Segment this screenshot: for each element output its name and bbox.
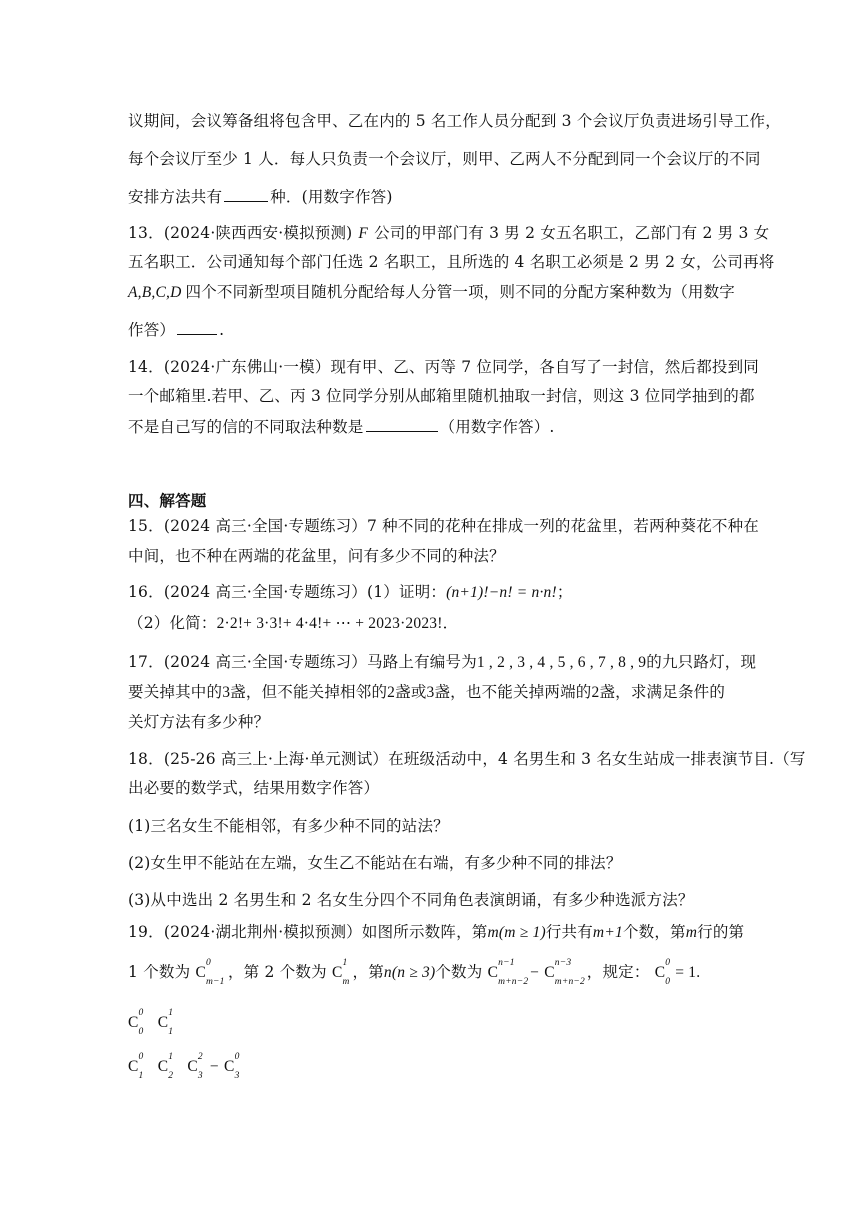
text: (2)女生甲不能站在左端，女生乙不能站在右端，有多少种不同的排法？ [128,854,622,872]
text: 1 个数为 [128,963,191,981]
text: 19．(2024·湖北荆州·模拟预测）如图所示数阵，第 [128,923,488,941]
combo-sup: 0 [138,1052,144,1062]
text: 16．(2024 高三·全国·专题练习）(1）证明： [128,583,447,601]
text: 五名职工．公司通知每个部门任选 2 名职工，且所选的 4 名职工必须是 2 男 2 女，公司再将 [128,253,775,271]
combo-base: C [544,964,555,981]
question-14 [128,357,759,377]
combo-sup: 1 [168,1052,174,1062]
text-line [128,546,736,566]
math-formula: = 1. [675,964,701,981]
text: 种．(用数字作答) [270,188,393,206]
math-formula: 2·2!+ 3·3!+ 4·4!+ ⋯ + 2023·2023! [216,615,443,632]
text: 盏，也不能关掉两端的 [434,683,592,701]
combo-sub: m−1 [205,977,225,987]
heading-text: 四、解答题 [128,492,207,510]
combination [128,1008,144,1037]
text-line [128,149,761,169]
question-13 [128,223,770,244]
text: (1)三名女生不能相邻，有多少种不同的站法？ [128,817,449,835]
text: （2）化简： [128,614,217,632]
text: . [219,321,225,339]
text: ，第 2 个数为 [227,963,327,981]
combination [157,1008,174,1037]
text: （用数字作答）. [439,418,555,436]
number-array-row-1 [128,1008,736,1037]
math-var: A,B,C,D [128,284,182,301]
text: ． [442,614,459,632]
sub-question [128,890,736,910]
combo-sub: 0 [665,977,671,987]
text: 每个会议厅至少 1 人．每人只负责一个会议厅，则甲、乙两人不分配到同一个会议厅的不同 [128,150,761,168]
text: 个数，第 [622,923,686,941]
text-line [128,712,736,732]
combo-base: C [157,1058,169,1075]
question-19 [128,922,745,943]
combo-sup: 1 [168,1008,174,1018]
text: 个数为 [435,963,483,981]
combo-sub: 3 [197,1071,203,1081]
text: (3)从中选出 2 名男生和 2 名女生分四个不同角色表演朗诵，有多少种选派方法？ [128,891,694,909]
text: 14．(2024·广东佛山·一模）现有甲、乙、丙等 7 位同学，各自写了一封信，然后都投到同 [128,358,759,376]
text: ，第 [352,963,384,981]
combination [487,958,529,987]
math-formula: m(m ≥ 1) [487,924,546,941]
math-number: 3 [426,684,435,701]
combo-base: C [195,964,206,981]
question-18 [128,749,806,769]
text: 中间，也不种在两端的花盆里，问有多少不同的种法？ [128,547,505,565]
combination [128,1052,144,1081]
sub-question [128,816,736,836]
text: 出必要的数学式，结果用数字作答） [128,779,380,797]
text-line [128,778,736,798]
text: 17．(2024 高三·全国·专题练习）马路上有编号为 [128,653,477,671]
combination [224,1052,240,1081]
answer-blank [177,319,217,335]
combo-base: C [157,1014,169,1031]
combo-sup: 0 [234,1052,240,1062]
number-array-row-2 [128,1052,736,1081]
question-16 [128,582,736,603]
minus-sign: − [209,1058,219,1075]
question-17 [128,652,757,673]
text: 议期间，会议筹备组将包含甲、乙在内的 5 名工作人员分配到 3 个会议厅负责进场引导工作， [128,112,781,130]
combination [195,958,225,987]
math-number: 2 [387,684,396,701]
text: 盏，求满足条件的 [599,683,726,701]
combo-sup: n−1 [498,958,515,968]
text: ，规定： [586,963,650,981]
combo-base: C [224,1058,235,1075]
text: 关灯方法有多少种？ [128,713,270,731]
combo-sub: 1 [138,1071,144,1081]
text: 不是自己写的信的不同取法种数是 [128,418,364,436]
combination [187,1052,203,1081]
text: 行共有 [545,923,593,941]
combo-sup: 0 [205,958,211,968]
combo-base: C [187,1058,198,1075]
text: 四个不同新型项目随机分配给每人分管一项，则不同的分配方案种数为（用数字 [185,283,736,301]
section-heading [128,491,736,511]
math-number: 2 [591,684,600,701]
question-15 [128,516,759,536]
text: 15．(2024 高三·全国·专题练习）7 种不同的花种在排成一列的花盆里，若两种葵花不种在 [128,517,759,535]
combo-sup: 2 [197,1052,203,1062]
combination [544,958,585,987]
combo-base: C [654,964,666,981]
question-source: 13．(2024·陕西西安·模拟预测) [128,224,353,242]
sub-question [128,853,736,873]
combo-sub: 1 [168,1027,174,1037]
combo-sup: 0 [138,1008,144,1018]
math-formula: m+1 [592,924,623,941]
text: 行的第 [697,923,745,941]
text: 作答） [128,321,176,339]
answer-blank [366,416,438,432]
combo-sup: 0 [665,958,671,968]
combination [157,1052,174,1081]
math-var: F [358,225,369,242]
text: 要关掉其中的 [128,683,223,701]
combo-sup: 1 [342,958,348,968]
combination [331,958,350,987]
math-formula: n(n ≥ 3) [383,964,436,981]
minus-sign: − [530,964,540,981]
math-number: 3 [222,684,231,701]
text-line [128,282,736,303]
combination [654,958,671,987]
combo-base: C [331,964,343,981]
text-line [128,252,775,272]
combo-sub: m+n−2 [554,977,585,987]
text-line [128,111,781,131]
text: 的九只路灯，现 [646,653,757,671]
text-line [128,613,736,634]
text-line [128,386,755,406]
text: ； [556,583,573,601]
text-line [128,186,736,207]
answer-blank [224,186,268,202]
combo-base: C [128,1058,139,1075]
combo-sub: 3 [234,1071,240,1081]
combo-base: C [487,964,499,981]
combo-base: C [128,1014,139,1031]
combo-sub: 0 [138,1027,144,1037]
combo-sup: n−3 [554,958,572,968]
combo-sub: m [342,977,350,987]
math-numbers: 1 , 2 , 3 , 4 , 5 , 6 , 7 , 8 , 9 [476,654,647,671]
text-line [128,319,736,340]
text-line [128,682,736,703]
text: 一个邮箱里.若甲、乙、丙 3 位同学分别从邮箱里随机抽取一封信，则这 3 位同学抽到的都 [128,387,755,405]
text: 公司的甲部门有 3 男 2 女五名职工，乙部门有 2 男 3 女 [374,224,770,242]
text-line [128,958,736,987]
math-formula: (n+1)!−n! = n·n! [446,584,557,601]
text: 盏或 [395,683,427,701]
text: 盏，但不能关掉相邻的 [230,683,388,701]
combo-sub: m+n−2 [498,977,529,987]
text-line [128,416,736,437]
combo-sub: 2 [168,1071,174,1081]
math-var: m [685,924,698,941]
text: 安排方法共有 [128,188,223,206]
text: 18．(25-26 高三上·上海·单元测试）在班级活动中，4 名男生和 3 名女生站成一排表演节目.（写 [128,750,806,768]
